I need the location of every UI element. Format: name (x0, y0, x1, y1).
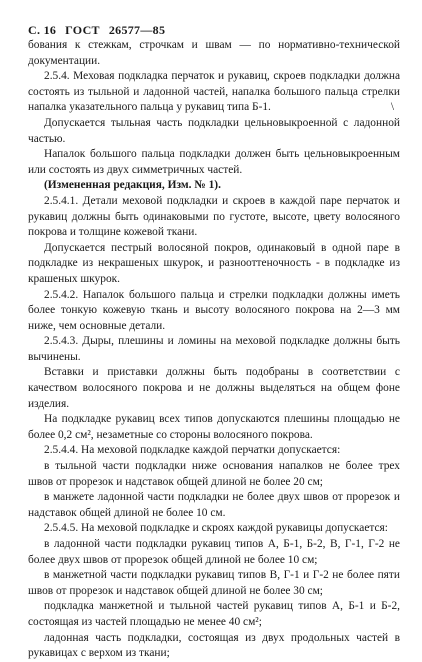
standard-label: ГОСТ (65, 23, 100, 37)
paragraph-2-5-4-5: 2.5.4.5. На меховой подкладке и скроях каждой рукавицы допускается: (44, 522, 388, 535)
page-number: С. 16 (28, 23, 57, 37)
paragraph-2-5-4-4: 2.5.4.4. На меховой подкладке каждой перчатки допускается: (44, 444, 341, 457)
paragraph-12: в тыльной части подкладки ниже основания напалков не более трех швов от прорезок и надставок общей длиной не более 20 см; (28, 460, 400, 488)
standard-number: 26577—85 (108, 23, 166, 37)
margin-mark: \ (390, 101, 394, 114)
paragraph-15: в ладонной части подкладки рукавиц типов А, Б-1, Б-2, В, Г-1, Г-2 не более двух швов от прорезок общей длиной не более 10 см; (28, 538, 400, 566)
paragraph-4: Напалок большого пальца подкладки должен быть цельновыкроенным или состоять из двух симметричных частей. (28, 148, 400, 176)
paragraph-2-5-4-2: 2.5.4.2. Напалок большого пальца и стрелки подкладки должны иметь более тонкую кожевую ткань и высоту волосяного покрова на 2—3 мм ниже, чем основные детали. (28, 288, 400, 332)
document-page (28, 22, 400, 662)
paragraph-6: Допускается пестрый волосяной покров, одинаковый в одной паре в подкладке из некрашеных шкурок, и разнооттеночность - в подкладке из крашеных шкурок. (28, 241, 400, 285)
paragraph-2-5-4-1: 2.5.4.1. Детали меховой подкладки и скроев в каждой паре перчаток и рукавиц должны быть одинаковыми по густоте, высоте, цвету волосяного покрова и толщине кожевой ткани. (28, 194, 400, 239)
amendment-note: (Измененная редакция, Изм. № 1). (44, 179, 221, 192)
page-header (28, 22, 400, 38)
paragraph-2-text: 2.5.4. Меховая подкладка перчаток и рукавиц, скроев подкладки должна состоять из тыльной и ладонной частей, напалка большого пальца стрелки напалка указательного пальца у рукавиц типа Б-1. (28, 70, 400, 114)
paragraph-10: На подкладке рукавиц всех типов допускаются плешины площадью не более 0,2 см², незаметные со стороны волосяного покрова. (28, 413, 400, 441)
paragraph-2 (28, 69, 400, 116)
paragraph-2-5-4-3: 2.5.4.3. Дыры, плешины и ломины на меховой подкладке должны быть вычинены. (28, 335, 400, 363)
paragraph-16: в манжетной части подкладки рукавиц типов В, Г-1 и Г-2 не более пяти швов от прорезок и надставок общей длиной не более 30 см; (28, 569, 400, 597)
paragraph-13: в манжете ладонной части подкладки не более двух швов от прорезок и надставок общей длиной не более 10 см. (28, 491, 400, 519)
paragraph-9: Вставки и приставки должны быть подобраны в соответствии с качеством волосяного покрова и не должны выделяться на общем фоне изделия. (28, 366, 400, 410)
paragraph-1: бования к стежкам, строчкам и швам — по нормативно-технической документации. (28, 39, 400, 67)
paragraph-18: ладонная часть подкладки, состоящая из двух продольных частей в рукавицах с верхом из ткани; (28, 631, 400, 660)
paragraph-17: подкладка манжетной и тыльной частей рукавиц типов А, Б-1 и Б-2, состоящая из частей площадью не менее 40 см²; (28, 600, 400, 628)
paragraph-3: Допускается тыльная часть подкладки цельновыкроенной с ладонной частью. (28, 116, 400, 145)
